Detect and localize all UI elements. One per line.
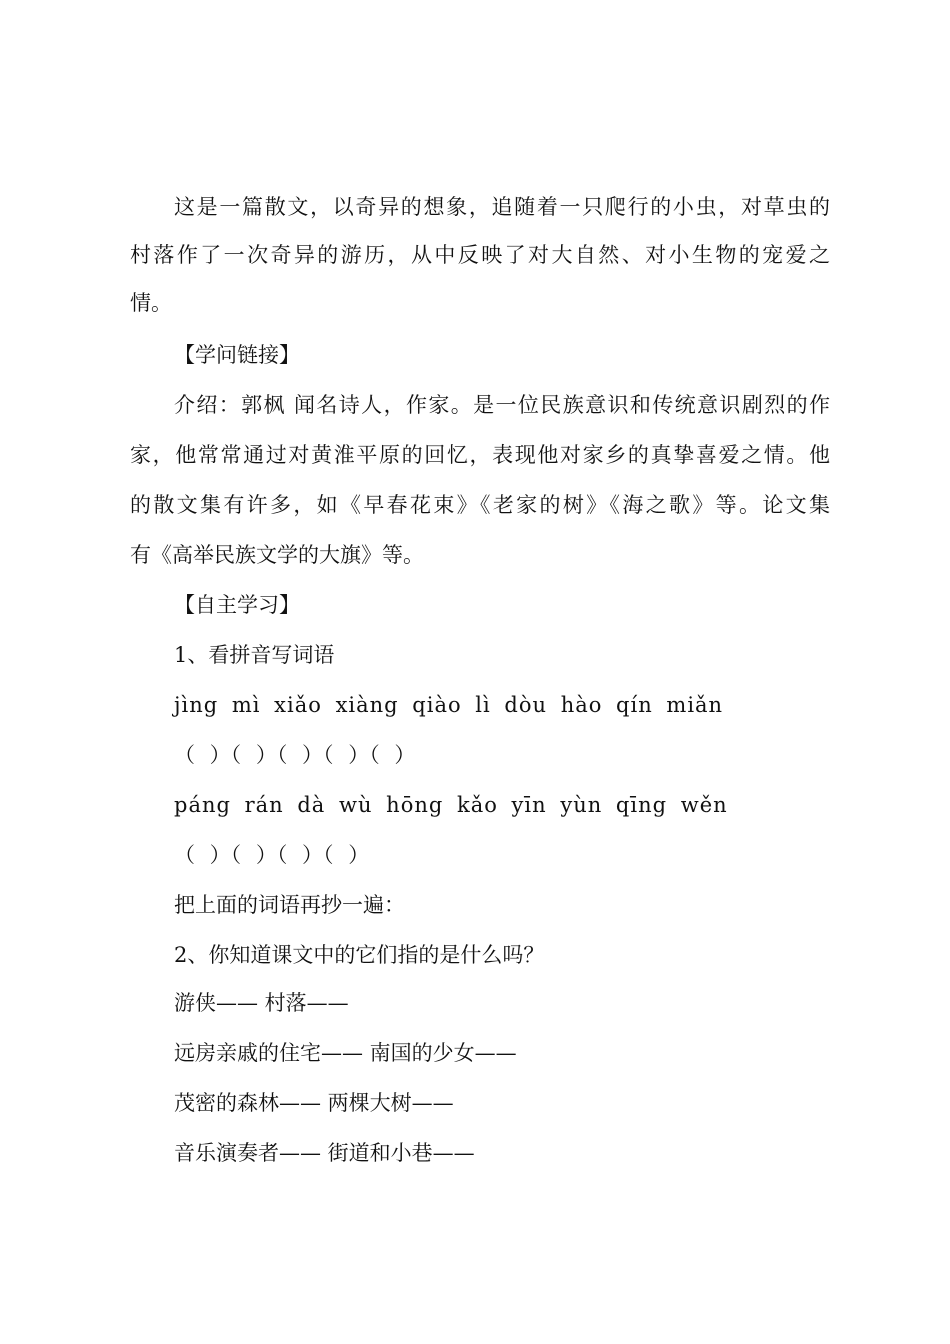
knowledge-heading: 【学问链接】 bbox=[174, 343, 300, 367]
knowledge-line-4: 有《高举民族文学的大旗》等。 bbox=[130, 543, 424, 567]
pinyin-row-1: jìng mì xiǎo xiàng qiào lì dòu hào qín miǎn bbox=[174, 693, 724, 717]
knowledge-line-2: 家，他常常通过对黄淮平原的回忆，表现他对家乡的真挚喜爱之情。他 bbox=[130, 443, 830, 467]
knowledge-line-3: 的散文集有许多，如《早春花束》《老家的树》《海之歌》等。论文集 bbox=[130, 493, 830, 517]
question-1-title: 1、看拼音写词语 bbox=[174, 643, 335, 667]
pair-line-4: 音乐演奏者—— 街道和小巷—— bbox=[174, 1141, 475, 1165]
pair-line-3: 茂密的森林—— 两棵大树—— bbox=[174, 1091, 454, 1115]
pinyin-row-2: páng rán dà wù hōng kǎo yīn yùn qīng wěn bbox=[174, 793, 728, 817]
intro-line-3: 情。 bbox=[130, 291, 172, 315]
pair-line-2: 远房亲戚的住宅—— 南国的少女—— bbox=[174, 1041, 517, 1065]
self-study-heading: 【自主学习】 bbox=[174, 593, 300, 617]
copy-instruction: 把上面的词语再抄一遍： bbox=[174, 893, 405, 917]
intro-line-1: 这是一篇散文，以奇异的想象，追随着一只爬行的小虫，对草虫的 bbox=[174, 195, 830, 219]
knowledge-line-1: 介绍：郭枫 闻名诗人，作家。是一位民族意识和传统意识剧烈的作 bbox=[174, 393, 830, 417]
intro-line-2: 村落作了一次奇异的游历，从中反映了对大自然、对小生物的宠爱之 bbox=[130, 243, 830, 267]
answer-blanks-row-1: （ ）（ ）（ ）（ ）（ ） bbox=[174, 743, 416, 767]
answer-blanks-row-2: （ ）（ ）（ ）（ ） bbox=[174, 843, 370, 867]
pair-line-1: 游侠—— 村落—— bbox=[174, 991, 349, 1015]
question-2-title: 2、你知道课文中的它们指的是什么吗？ bbox=[174, 943, 545, 967]
